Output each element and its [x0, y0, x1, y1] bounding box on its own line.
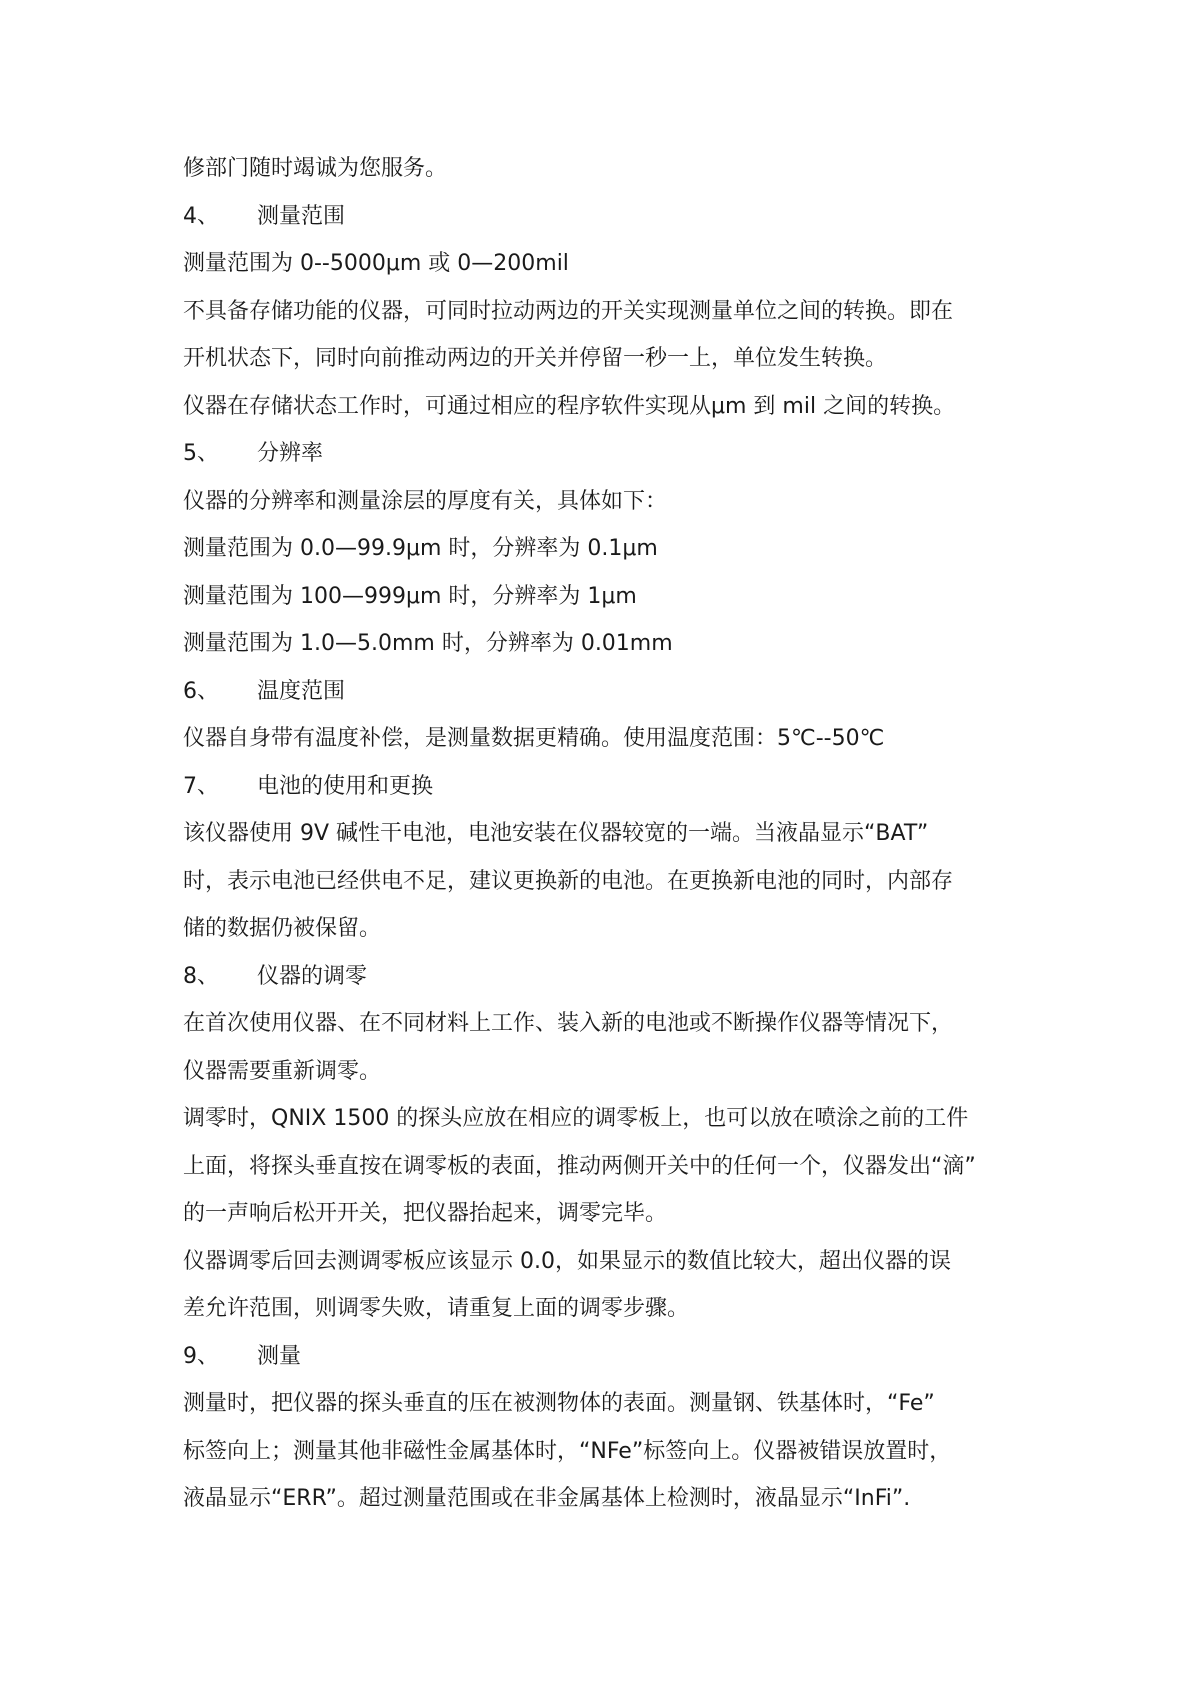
paragraph-line: 不具备存储功能的仪器，可同时拉动两边的开关实现测量单位之间的转换。即在 [183, 298, 954, 324]
section-heading [183, 430, 1033, 478]
section-title: 温度范围 [257, 678, 346, 704]
section-number: 9、 [183, 1343, 219, 1369]
paragraph-line: 储的数据仍被保留。 [183, 916, 382, 941]
paragraph-line: 仪器的分辨率和测量涂层的厚度有关，具体如下： [183, 488, 668, 514]
paragraph-line: 上面，将探头垂直按在调零板的表面，推动两侧开关中的任何一个，仪器发出“滴” [183, 1153, 976, 1179]
section-number: 5、 [183, 441, 219, 466]
paragraph-line: 仪器需要重新调零。 [183, 1058, 382, 1084]
paragraph-line: 调零时，QNIX 1500 的探头应放在相应的调零板上，也可以放在喷涂之前的工件 [183, 1106, 969, 1131]
paragraph-line: 标签向上；测量其他非磁性金属基体时，“NFe”标签向上。仪器被错误放置时， [183, 1438, 952, 1464]
paragraph-line: 时，表示电池已经供电不足，建议更换新的电池。在更换新电池的同时，内部存 [183, 868, 954, 894]
paragraph-line: 修部门随时竭诚为您服务。 [183, 156, 448, 181]
paragraph-line: 在首次使用仪器、在不同材料上工作、装入新的电池或不断操作仪器等情况下， [183, 1011, 954, 1036]
section-heading [183, 193, 1033, 241]
paragraph-line: 测量范围为 1.0—5.0mm 时，分辨率为 0.01mm [183, 631, 673, 656]
paragraph-line: 测量范围为 100—999μm 时，分辨率为 1μm [183, 583, 637, 609]
paragraph-line: 仪器调零后回去测调零板应该显示 0.0，如果显示的数值比较大，超出仪器的误 [183, 1248, 951, 1274]
section-heading [183, 668, 1033, 716]
document-body [183, 145, 1033, 1523]
section-title: 分辨率 [257, 441, 324, 466]
section-title: 电池的使用和更换 [257, 773, 434, 799]
paragraph-line: 仪器自身带有温度补偿，是测量数据更精确。使用温度范围：5℃--50℃ [183, 726, 885, 751]
section-title: 测量范围 [257, 203, 346, 229]
section-number: 4、 [183, 203, 219, 229]
section-heading [183, 953, 1033, 1001]
section-title: 仪器的调零 [257, 963, 368, 989]
section-number: 7、 [183, 773, 219, 799]
paragraph-line: 测量范围为 0.0—99.9μm 时，分辨率为 0.1μm [183, 536, 658, 561]
section-heading [183, 763, 1033, 811]
paragraph-line: 测量时，把仪器的探头垂直的压在被测物体的表面。测量钢、铁基体时，“Fe” [183, 1391, 935, 1416]
section-heading [183, 1333, 1033, 1381]
section-number: 6、 [183, 678, 219, 704]
paragraph-line: 差允许范围，则调零失败，请重复上面的调零步骤。 [183, 1296, 690, 1321]
section-number: 8、 [183, 963, 219, 989]
paragraph-line: 开机状态下，同时向前推动两边的开关并停留一秒一上，单位发生转换。 [183, 346, 888, 371]
paragraph-line: 测量范围为 0--5000μm 或 0—200mil [183, 251, 569, 276]
paragraph-line: 的一声响后松开开关，把仪器抬起来，调零完毕。 [183, 1201, 668, 1226]
paragraph-line: 仪器在存储状态工作时，可通过相应的程序软件实现从μm 到 mil 之间的转换。 [183, 393, 956, 419]
section-title: 测量 [257, 1343, 302, 1369]
paragraph-line: 液晶显示“ERR”。超过测量范围或在非金属基体上检测时，液晶显示“InFi”. [183, 1486, 911, 1511]
paragraph-line: 该仪器使用 9V 碱性干电池，电池安装在仪器较宽的一端。当液晶显示“BAT” [183, 821, 929, 846]
